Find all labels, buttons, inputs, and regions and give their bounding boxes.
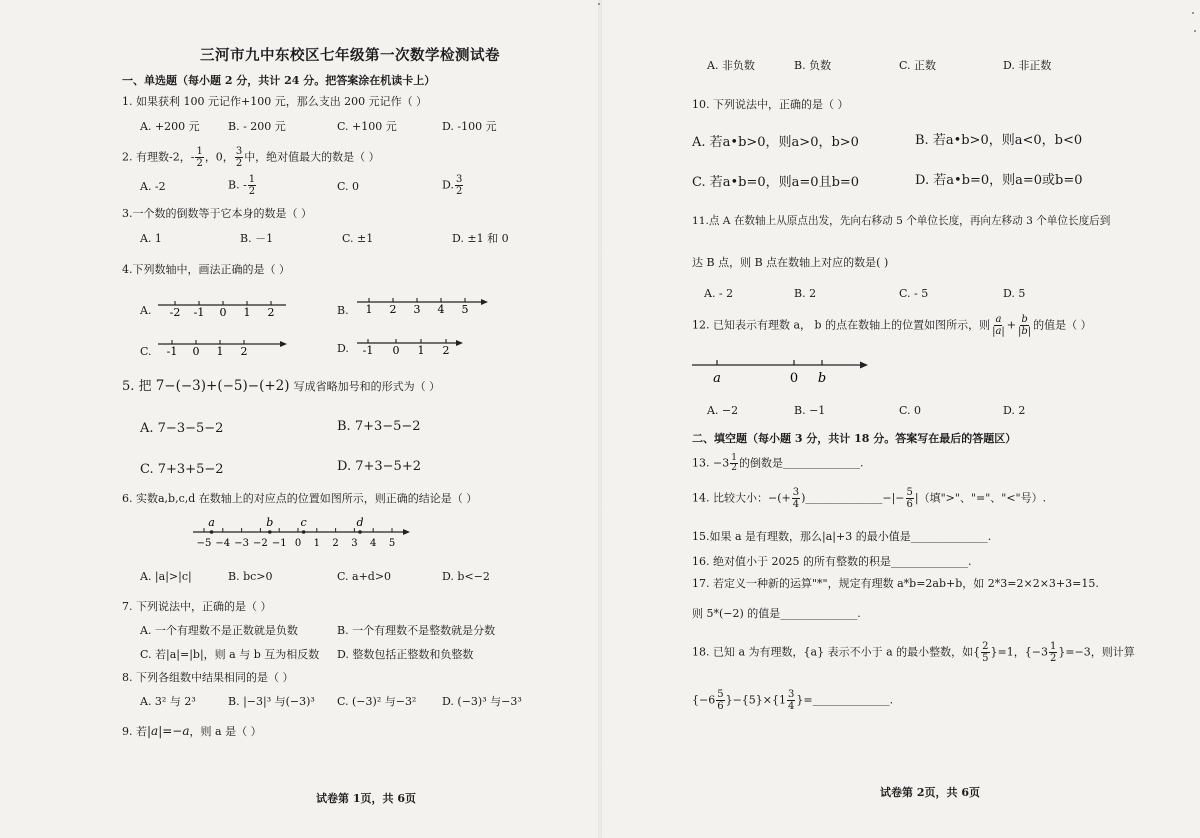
q9-expression: |a|=−a bbox=[147, 724, 190, 738]
q2-option-b-fraction: $\frac{1}{2}$ bbox=[248, 174, 256, 197]
q6-option-d: D. b<−2 bbox=[442, 570, 490, 583]
q6-tick-label: −4 bbox=[215, 538, 231, 549]
q6-tick-label: −1 bbox=[271, 538, 287, 549]
q2-option-a: A. -2 bbox=[140, 180, 166, 193]
q3-option-a: A. 1 bbox=[140, 232, 162, 245]
exam-title: 三河市九中东校区七年级第一次数学检测试卷 bbox=[200, 47, 500, 64]
q7-option-c: C. 若|a|=|b|，则 a 与 b 互为相反数 bbox=[140, 648, 320, 661]
q12-label-b: b bbox=[817, 371, 827, 386]
q12-fraction-a: $\frac{a}{|a|}$ bbox=[992, 314, 1005, 337]
q12-number-line bbox=[600, 0, 1200, 838]
q8-stem: 8. 下列各组数中结果相同的是（ ） bbox=[122, 671, 294, 684]
q6-option-b: B. bc>0 bbox=[228, 570, 273, 583]
q18-stem: 18. 已知 a 为有理数，{a} 表示不小于 a 的最小整数，如{ $\frac{2}{5}$ }=1，{−3 $\frac{1}{2}$ }=−3，则计算 bbox=[692, 641, 1135, 664]
q4-stem: 4.下列数轴中，画法正确的是（ ） bbox=[122, 263, 290, 276]
q1-option-d: D. -100 元 bbox=[442, 120, 497, 133]
q18-fraction-2: $\frac{1}{2}$ bbox=[1049, 641, 1057, 664]
q15-stem: 15.如果 a 是有理数，那么|a|+3 的最小值是______________. bbox=[692, 530, 992, 543]
q7-option-d: D. 整数包括正整数和负整数 bbox=[337, 648, 474, 661]
q8-option-c: C. (−3)² 与−3² bbox=[337, 695, 417, 708]
q13-fraction: $\frac{1}{2}$ bbox=[731, 453, 737, 473]
q9-stem: 9. 若|a|=−a，则 a 是（ ） bbox=[122, 724, 262, 738]
q4-d-tick-label: 1 bbox=[417, 344, 425, 357]
q18-fraction-1: $\frac{2}{5}$ bbox=[982, 641, 989, 664]
q4-d-tick-label: 2 bbox=[442, 344, 450, 357]
q2-stem-mid: ，0， bbox=[204, 150, 234, 164]
q7-option-b: B. 一个有理数不是整数就是分数 bbox=[337, 624, 496, 637]
q4-option-d: D. bbox=[337, 342, 349, 355]
q8-option-d: D. (−3)³ 与−3³ bbox=[442, 695, 522, 708]
q12-option-a: A. −2 bbox=[707, 404, 739, 417]
q4-d-tick-label: 0 bbox=[392, 344, 400, 357]
q8-option-a: A. 3² 与 2³ bbox=[140, 695, 196, 708]
q17-stem-line-2: 则 5*(−2) 的值是______________. bbox=[692, 607, 861, 620]
q10-stem: 10. 下列说法中，正确的是（ ） bbox=[692, 98, 849, 111]
q3-option-b: B. －1 bbox=[240, 232, 274, 245]
page-1-footer: 试卷第 1页，共 6页 bbox=[316, 792, 416, 805]
q2-stem-pre: 2. 有理数-2，- bbox=[122, 150, 195, 164]
q14-fraction-1: $\frac{3}{4}$ bbox=[792, 487, 800, 510]
q6-stem: 6. 实数a,b,c,d 在数轴上的对应点的位置如图所示，则正确的结论是（ ） bbox=[122, 492, 478, 505]
q12-option-c: C. 0 bbox=[899, 404, 922, 417]
q18-expr-fraction-2: $\frac{3}{4}$ bbox=[788, 689, 795, 712]
q5-stem: 5. 把 7−(−3)+(−5)−(+2) 写成省略加号和的形式为（ ） bbox=[122, 378, 441, 394]
q4-a-tick-label: 1 bbox=[243, 306, 251, 319]
q2-option-d-fraction: $\frac{3}{2}$ bbox=[455, 174, 463, 197]
q9-option-d: D. 非正数 bbox=[1003, 59, 1052, 72]
q6-tick-label: 4 bbox=[370, 538, 377, 549]
q3-stem: 3.一个数的倒数等于它本身的数是（ ） bbox=[122, 207, 312, 220]
q17-stem-line-1: 17. 若定义一种新的运算"*"，规定有理数 a*b=2ab+b，如 2*3=2×2×3+3=15. bbox=[692, 577, 1099, 590]
q2-stem-post: 中，绝对值最大的数是（ ） bbox=[244, 150, 380, 164]
q12-fraction-b: $\frac{b}{|b|}$ bbox=[1018, 314, 1032, 337]
q4-a-tick-label: -2 bbox=[169, 306, 181, 319]
q12-label-zero: 0 bbox=[789, 371, 799, 386]
section-2-heading: 二、填空题（每小题 3 分，共计 18 分。答案写在最后的答题区） bbox=[692, 432, 1017, 445]
q4-c-tick-label: 1 bbox=[216, 345, 224, 358]
q6-tick-label: 0 bbox=[294, 538, 302, 549]
q5-option-b: B. 7+3−5−2 bbox=[337, 419, 421, 434]
q12-option-b: B. −1 bbox=[794, 404, 826, 417]
q6-point-label-a: a bbox=[208, 516, 215, 529]
q5-expression: 7−(−3)+(−5)−(+2) bbox=[155, 378, 290, 394]
q6-point-label-b: b bbox=[266, 516, 274, 529]
q6-option-a: A. |a|>|c| bbox=[140, 570, 192, 583]
q4-option-c: C. bbox=[140, 345, 152, 358]
q4-b-tick-label: 4 bbox=[437, 303, 445, 316]
q6-point-c bbox=[302, 530, 306, 534]
q4-option-a: A. bbox=[140, 304, 152, 317]
q6-point-label-c: c bbox=[300, 516, 307, 529]
q6-tick-label: 3 bbox=[351, 538, 358, 549]
q4-d-tick-label: -1 bbox=[362, 344, 374, 357]
q4-b-tick-label: 1 bbox=[365, 303, 373, 316]
scan-speck bbox=[1194, 30, 1196, 32]
q2-fraction-1: $\frac{1}{2}$ bbox=[196, 146, 203, 169]
q3-option-c: C. ±1 bbox=[342, 232, 374, 245]
q12-stem: 12. 已知表示有理数 a， b 的点在数轴上的位置如图所示，则 $\frac{a}{|a|}$ + $\frac{b}{|b|}$ 的值是（ ） bbox=[692, 314, 1092, 337]
q5-option-c: C. 7+3+5−2 bbox=[140, 462, 224, 477]
q6-option-c: C. a+d>0 bbox=[337, 570, 392, 583]
q4-a-tick-label: 2 bbox=[267, 306, 275, 319]
q2-fraction-2: $\frac{3}{2}$ bbox=[235, 146, 243, 169]
exam-page-2 bbox=[600, 0, 1200, 838]
q16-stem: 16. 绝对值小于 2025 的所有整数的积是______________. bbox=[692, 555, 972, 568]
q4-b-tick-label: 2 bbox=[389, 303, 397, 316]
q18-expr-fraction-1: $\frac{5}{6}$ bbox=[717, 689, 724, 712]
q6-point-b bbox=[268, 530, 272, 534]
q11-option-b: B. 2 bbox=[794, 287, 817, 300]
q6-tick-label: 1 bbox=[313, 538, 320, 549]
q2-option-c: C. 0 bbox=[337, 180, 360, 193]
q11-option-a: A. - 2 bbox=[704, 287, 734, 300]
q14-fraction-2: $\frac{5}{6}$ bbox=[906, 487, 913, 510]
q1-stem: 1. 如果获利 100 元记作+100 元，那么支出 200 元记作（ ） bbox=[122, 95, 428, 108]
q18-expression: {−6 $\frac{5}{6}$ }−{5}×{1 $\frac{3}{4}$ }=______________. bbox=[692, 689, 894, 712]
q13-stem: 13. −3 $\frac{1}{2}$ 的倒数是______________. bbox=[692, 453, 864, 473]
section-1-heading: 一、单选题（每小题 2 分，共计 24 分。把答案涂在机读卡上） bbox=[122, 74, 436, 87]
q5-option-a: A. 7−3−5−2 bbox=[140, 421, 224, 436]
q4-a-tick-label: 0 bbox=[219, 306, 227, 319]
q6-tick-label: 5 bbox=[388, 538, 396, 549]
q11-option-c: C. - 5 bbox=[899, 287, 929, 300]
q4-b-tick-label: 3 bbox=[413, 303, 421, 316]
q9-option-c: C. 正数 bbox=[899, 59, 937, 72]
q12-label-a: a bbox=[713, 371, 721, 386]
q1-option-a: A. +200 元 bbox=[140, 120, 200, 133]
q10-option-b: B. 若a•b>0，则a<0，b<0 bbox=[915, 133, 1083, 148]
q6-point-a bbox=[210, 530, 214, 534]
q6-tick-label: −5 bbox=[196, 538, 212, 549]
q1-option-c: C. +100 元 bbox=[337, 120, 397, 133]
q11-option-d: D. 5 bbox=[1003, 287, 1026, 300]
q10-option-c: C. 若a•b=0，则a=0且b=0 bbox=[692, 175, 860, 190]
q8-option-b: B. |−3|³ 与(−3)³ bbox=[228, 695, 315, 708]
q5-option-d: D. 7+3−5+2 bbox=[337, 459, 421, 474]
q1-option-b: B. - 200 元 bbox=[228, 120, 286, 133]
q4-c-tick-label: 2 bbox=[240, 345, 248, 358]
q4-option-b: B. bbox=[337, 304, 349, 317]
q2-option-b: B. - $\frac{1}{2}$ bbox=[228, 174, 256, 197]
q10-option-a: A. 若a•b>0，则a>0，b>0 bbox=[692, 135, 859, 150]
q7-option-a: A. 一个有理数不是正数就是负数 bbox=[140, 624, 298, 637]
q4-c-tick-label: -1 bbox=[166, 345, 178, 358]
q12-option-d: D. 2 bbox=[1003, 404, 1026, 417]
scan-speck bbox=[1192, 12, 1194, 14]
page-2-footer: 试卷第 2页，共 6页 bbox=[880, 786, 980, 799]
q4-a-tick-label: -1 bbox=[193, 306, 205, 319]
q6-point-d bbox=[358, 530, 362, 534]
q6-tick-label: −2 bbox=[253, 538, 268, 549]
q14-stem: 14. 比较大小：−(+ $\frac{3}{4}$ )______________−|− $\frac{5}{6}$ |（填">"、"="、"<"号）. bbox=[692, 487, 1047, 510]
q4-b-tick-label: 5 bbox=[461, 303, 469, 316]
q9-option-b: B. 负数 bbox=[794, 59, 832, 72]
q3-option-d: D. ±1 和 0 bbox=[452, 232, 509, 245]
q4-c-tick-label: 0 bbox=[192, 345, 200, 358]
scan-speck bbox=[598, 3, 600, 5]
q6-tick-label: 2 bbox=[332, 538, 339, 549]
q10-option-d: D. 若a•b=0，则a=0或b=0 bbox=[915, 173, 1083, 188]
q11-stem-line-2: 达 B 点，则 B 点在数轴上对应的数是( ) bbox=[692, 256, 889, 269]
q7-stem: 7. 下列说法中，正确的是（ ） bbox=[122, 600, 272, 613]
q9-option-a: A. 非负数 bbox=[707, 59, 755, 72]
q2-option-d: D. $\frac{3}{2}$ bbox=[442, 174, 463, 197]
q6-tick-label: −3 bbox=[234, 538, 249, 549]
q11-stem-line-1: 11.点 A 在数轴上从原点出发，先向右移动 5 个单位长度，再向左移动 3 个单位长度后到 bbox=[692, 215, 1111, 227]
q6-point-label-d: d bbox=[356, 516, 364, 529]
